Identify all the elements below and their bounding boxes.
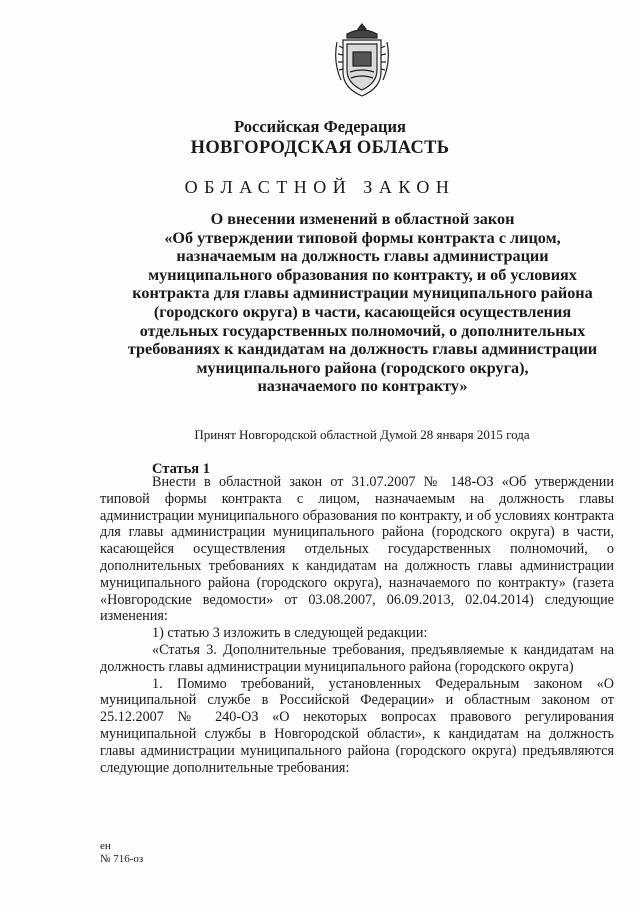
title-line: (городского округа) в части, касающейся осуществления — [153, 302, 572, 321]
title-line: отдельных государственных полномочий, о дополнительных — [139, 321, 586, 340]
document-footer — [100, 840, 143, 866]
article-paragraph: 1) статью 3 изложить в следующей редакции: — [152, 625, 428, 642]
title-line: О внесении изменений в областной закон — [210, 210, 515, 228]
federation-label: Российская Федерация — [234, 117, 406, 136]
title-line: контракта для главы администрации муниципального района — [132, 284, 593, 303]
article-paragraph: Внести в областной закон от 31.07.2007 № 148-ОЗ «Об утверждении типовой формы контракта с лицом, назначаемым на должность главы администрации муниципального образования по контракту, и об условиях контракта для главы администрации муниципального района (городского округа) в части, касающейся осуществления отдельных государственных полномочий, о дополнительных требованиях к кандидатам на должность главы администрации муниципального района (городского округа), назначаемого по контракту» (газета «Новгородские ведомости» от 03.08.2007, 06.09.2013, 02.04.2014) следующие изменения: — [100, 474, 614, 625]
coat-of-arms-emblem — [333, 22, 391, 100]
region-name: НОВГОРОДСКАЯ ОБЛАСТЬ — [190, 138, 450, 158]
adoption-statement: Принят Новгородской областной Думой 28 января 2015 года — [194, 427, 530, 442]
article-body — [100, 474, 614, 776]
law-type-heading: ОБЛАСТНОЙ ЗАКОН — [184, 177, 456, 197]
article-paragraph: 1. Помимо требований, установленных Федеральным законом «О муниципальной службе в Российской Федерации» и областным законом от 25.12.2007 № 240-ОЗ «О некоторых вопросах правового регулирования муниципальной службы в Новгородской области», к кандидатам на должность главы администрации муниципального района (городского округа) предъявляются следующие дополнительные требования: — [100, 675, 614, 776]
footer-initials: ен — [100, 840, 111, 852]
title-line: «Об утверждении типовой формы контракта с лицом, — [164, 228, 561, 247]
title-line: муниципального образования по контракту, и об условиях — [148, 265, 577, 284]
title-line: назначаемого по контракту» — [257, 377, 468, 396]
title-line: назначаемым на должность главы администрации — [176, 247, 549, 266]
article-paragraph: «Статья 3. Дополнительные требования, предъявляемые к кандидатам на должность главы администрации муниципального района (городского округа) — [100, 641, 614, 675]
article-heading: Статья 1 — [152, 461, 210, 477]
law-title — [105, 210, 620, 396]
title-line: требованиях к кандидатам на должность главы администрации — [127, 340, 598, 359]
title-line: муниципального района (городского округа), — [196, 358, 529, 377]
footer-number: № 716-оз — [100, 853, 144, 865]
